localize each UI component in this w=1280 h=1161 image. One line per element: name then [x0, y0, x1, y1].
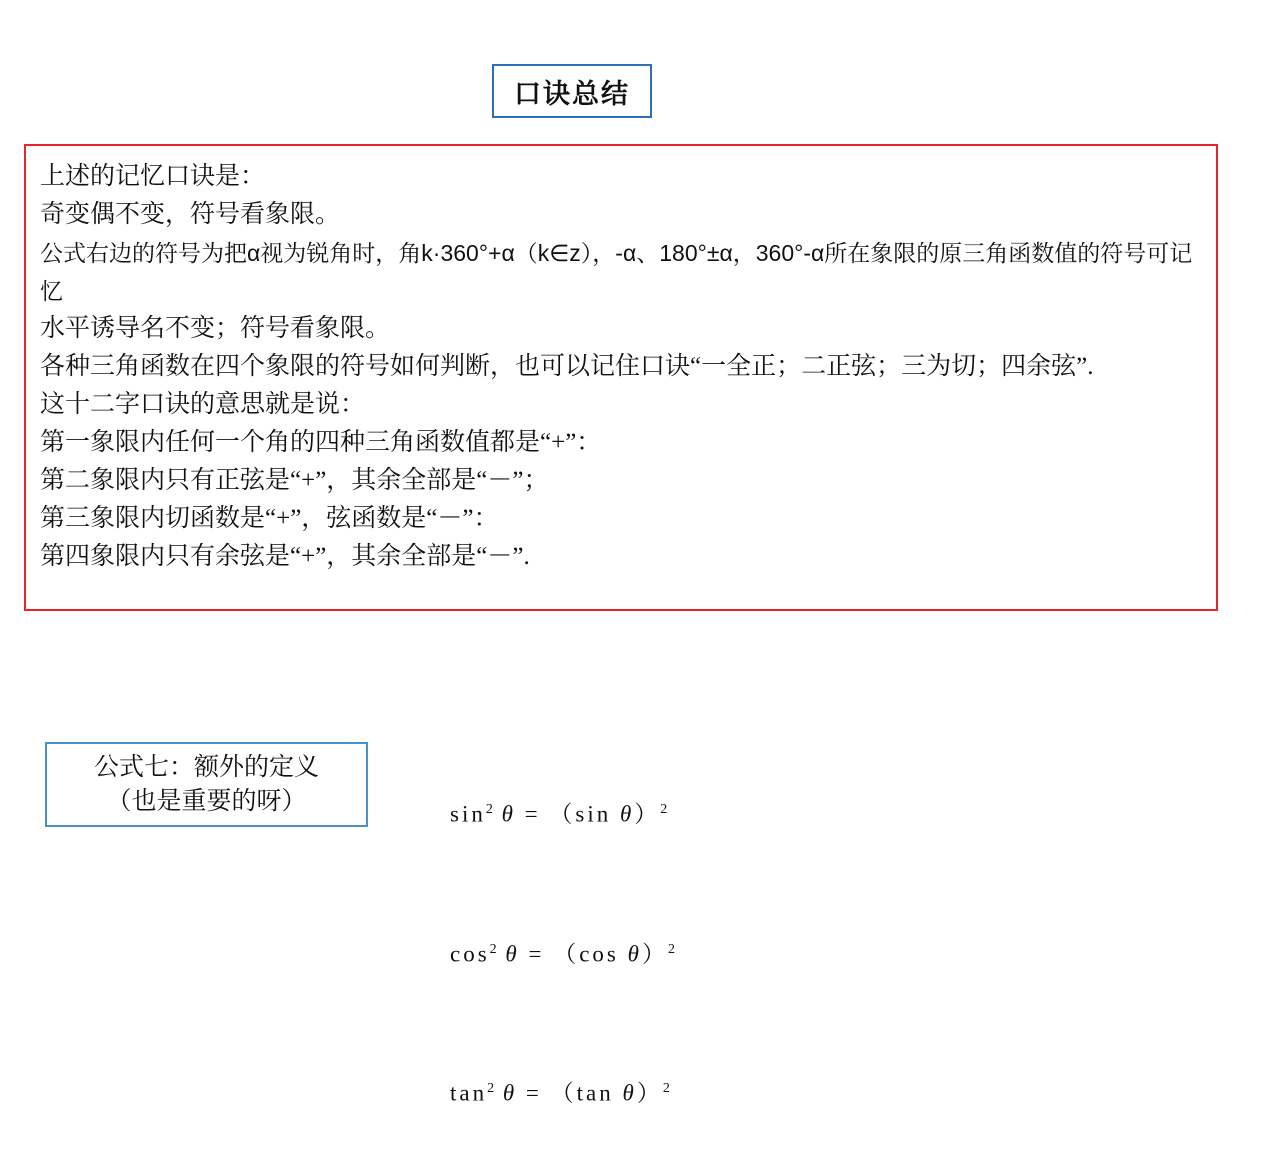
mnemonic-summary-panel [24, 144, 1218, 611]
summary-line-1: 上述的记忆口诀是： [40, 163, 266, 190]
summary-line-6: 这十二字口诀的意思就是说： [40, 391, 366, 418]
formula-cos-rhs-exp: 2 [667, 941, 675, 957]
summary-line-3: 公式右边的符号为把α视为锐角时，角k·360°+α（k∈z），-α、180°±α，360°-α所在象限的原三角函数值的符号可记忆 [40, 240, 1193, 304]
formula-row-tan [415, 1021, 915, 1161]
formula-cos-eq: = [528, 941, 545, 967]
summary-line-4: 水平诱导名不变；符号看象限。 [40, 315, 391, 342]
formula-seven-label-box [45, 742, 368, 827]
formula-tan-rhs-exp: 2 [662, 1081, 670, 1097]
formula-list [415, 742, 915, 1161]
formula-sin-fn: sin [450, 801, 486, 827]
formula-sin-close: ） [634, 801, 661, 827]
formula-row-cos [415, 882, 915, 1022]
formula-sin-rhs-exp: 2 [660, 802, 668, 817]
formula-cos-open: （ [553, 941, 580, 967]
formula-seven-title: 公式七：额外的定义 [93, 753, 319, 781]
formula-sin-rhs-var: θ [619, 801, 635, 827]
formula-cos-rhs-fn: cos [579, 941, 619, 967]
summary-line-10: 第四象限内只有余弦是“+”，其余全部是“－”. [40, 543, 530, 570]
formula-tan-var: θ [502, 1080, 518, 1106]
formula-cos-rhs-var: θ [627, 941, 642, 967]
formula-seven-subtitle: （也是重要的呀） [106, 787, 307, 815]
formula-tan-close: ） [636, 1080, 663, 1106]
formula-sin-var: θ [501, 801, 516, 827]
summary-line-2: 奇变偶不变，符号看象限。 [40, 201, 341, 228]
section-title-box [492, 64, 652, 118]
summary-line-9: 第三象限内切函数是“+”，弦函数是“－”： [40, 505, 499, 532]
formula-row-sin [415, 742, 915, 882]
formula-tan-rhs-var: θ [622, 1080, 637, 1106]
formula-cos-var: θ [505, 941, 520, 967]
formula-sin-eq: = [524, 801, 541, 827]
formula-tan-eq: = [525, 1080, 542, 1106]
formula-cos-exp: 2 [489, 941, 497, 957]
formula-sin-open: （ [549, 801, 576, 827]
formula-tan-exp: 2 [487, 1081, 495, 1097]
formula-tan-rhs-fn: tan [576, 1080, 614, 1106]
formula-cos-close: ） [641, 941, 668, 967]
summary-line-7: 第一象限内任何一个角的四种三角函数值都是“+”： [40, 429, 602, 456]
summary-line-8: 第二象限内只有正弦是“+”，其余全部是“－”； [40, 467, 549, 494]
formula-cos-fn: cos [450, 941, 490, 967]
formula-sin-exp: 2 [485, 802, 493, 817]
formula-tan-fn: tan [450, 1080, 488, 1106]
formula-tan-open: （ [550, 1080, 577, 1106]
summary-line-5: 各种三角函数在四个象限的符号如何判断，也可以记住口诀“一全正；二正弦；三为切；四余弦”. [40, 353, 1094, 380]
formula-sin-rhs-fn: sin [575, 801, 612, 827]
page-title: 口诀总结 [514, 78, 630, 109]
